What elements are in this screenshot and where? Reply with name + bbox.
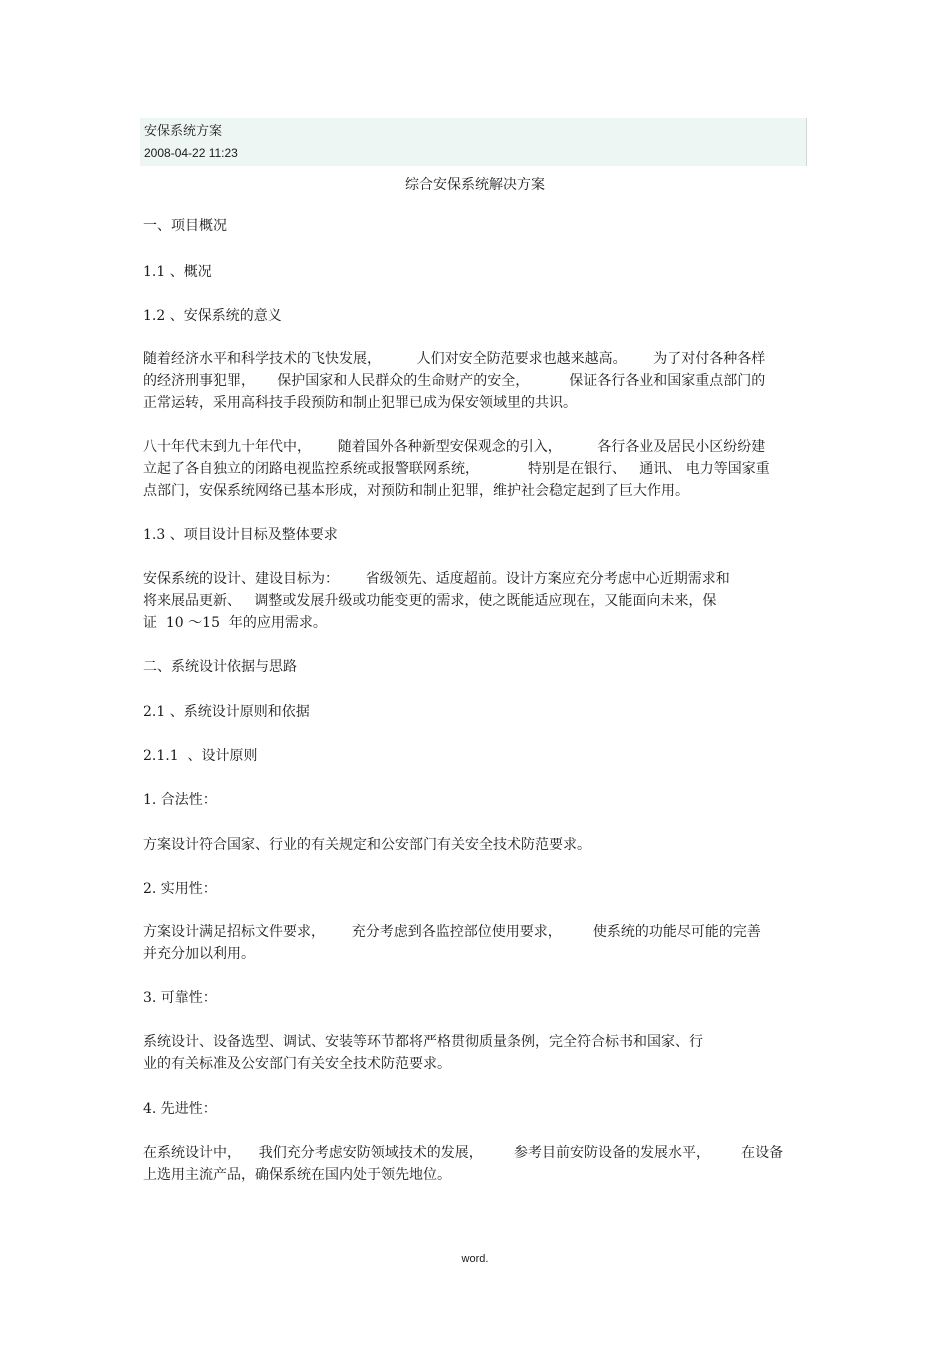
item-1-heading: 1. 合法性： [143,792,217,808]
item-3-line-1: 系统设计、设备选型、调试、安装等环节都将严格贯彻质量条例，完全符合标书和国家、行 [143,1034,703,1050]
item-2-line-2: 并充分加以利用。 [143,946,255,962]
paragraph-2-line-3: 点部门，安保系统网络已基本形成，对预防和制止犯罪，维护社会稳定起到了巨大作用。 [143,483,689,499]
paragraph-1-line-1: 随着经济水平和科学技术的飞快发展， 人们对安全防范要求也越来越高。 为了对付各种各样 [143,351,766,367]
item-2-heading: 2. 实用性： [143,881,217,897]
item-2-line-1: 方案设计满足招标文件要求， 充分考虑到各监控部位使用要求， 使系统的功能尽可能的完善 [143,924,761,940]
article-header [140,118,807,166]
heading-2-1-1: 2.1.1 、设计原则 [143,748,258,764]
paragraph-3-line-3: 证 10 ～15 年的应用需求。 [143,615,327,631]
heading-1-1: 1.1 、概况 [143,264,212,280]
heading-2-1: 2.1 、系统设计原则和依据 [143,704,310,720]
paragraph-3-line-1: 安保系统的设计、建设目标为： 省级领先、适度超前。设计方案应充分考虑中心近期需求和 [143,571,730,587]
heading-section-2: 二、系统设计依据与思路 [143,659,297,675]
heading-section-1: 一、项目概况 [143,218,227,234]
item-3-line-2: 业的有关标准及公安部门有关安全技术防范要求。 [143,1056,451,1072]
item-1-text: 方案设计符合国家、行业的有关规定和公安部门有关安全技术防范要求。 [143,837,591,853]
article-title: 安保系统方案 [144,124,223,139]
item-4-line-2: 上选用主流产品，确保系统在国内处于领先地位。 [143,1167,451,1183]
heading-1-2: 1.2 、安保系统的意义 [143,308,282,324]
article-date: 2008-04-22 11:23 [144,146,238,160]
paragraph-2-line-1: 八十年代末到九十年代中， 随着国外各种新型安保观念的引入， 各行各业及居民小区纷纷建 [143,439,766,455]
paragraph-1-line-2: 的经济刑事犯罪， 保护国家和人民群众的生命财产的安全， 保证各行各业和国家重点部门的 [143,373,766,389]
item-4-heading: 4. 先进性： [143,1101,217,1117]
paragraph-2-line-2: 立起了各自独立的闭路电视监控系统或报警联网系统， 特别是在银行、 通讯、 电力等国家重 [143,461,770,477]
paragraph-1-line-3: 正常运转，采用高科技手段预防和制止犯罪已成为保安领域里的共识。 [143,395,577,411]
item-4-line-1: 在系统设计中， 我们充分考虑安防领域技术的发展， 参考目前安防设备的发展水平， 在设备 [143,1145,784,1161]
heading-1-3: 1.3 、项目设计目标及整体要求 [143,527,338,543]
item-3-heading: 3. 可靠性： [143,990,217,1006]
page-footer: word. [461,1253,489,1265]
document-title: 综合安保系统解决方案 [405,177,545,193]
paragraph-3-line-2: 将来展品更新、 调整或发展升级或功能变更的需求，使之既能适应现在，又能面向未来，保 [143,593,717,609]
